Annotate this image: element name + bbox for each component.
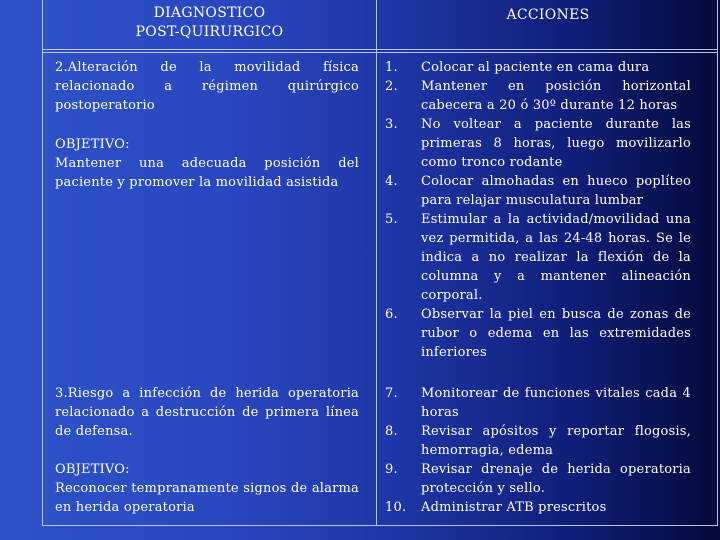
- action-item-1: 1. Colocar al paciente en cama dura: [385, 60, 650, 75]
- action-item-8: 8. Revisar apósitos y reportar flogosis, hemorragia, edema: [385, 424, 691, 458]
- column-divider: [376, 0, 377, 525]
- diagnosis-3: 3.Riesgo a infección de herida operatoria relacionado a destrucción de primera línea de defensa.: [55, 386, 359, 439]
- actions-list-1: [385, 58, 691, 362]
- header-divider-double: [43, 52, 717, 53]
- action-item-6: 6. Observar la piel en busca de zonas de rubor o edema en las extremidades inferiores: [385, 307, 691, 360]
- objective-3: OBJETIVO: Reconocer tempranamente signos de alarma en herida operatoria: [55, 462, 359, 515]
- action-item-2: 2. Mantener en posición horizontal cabecera a 20 ó 30º durante 12 horas: [385, 79, 691, 113]
- action-item-9: 9. Revisar drenaje de herida operatoria protección y sello.: [385, 462, 691, 496]
- actions-list-2: [385, 384, 691, 517]
- action-item-5: 5. Estimular a la actividad/movilidad una vez permitida, a las 24-48 horas. Se le indica a no realizar la flexión de la columna y a mantener alineación corporal.: [385, 212, 691, 303]
- action-item-7: 7. Monitorear de funciones vitales cada 4 horas: [385, 386, 691, 420]
- header-diagnostico: DIAGNOSTICO POST-QUIRURGICO: [135, 5, 284, 40]
- care-plan-table: [42, 0, 718, 526]
- diagnosis-2: 2.Alteración de la movilidad física relacionado a régimen quirúrgico postoperatorio: [55, 60, 359, 113]
- action-item-4: 4. Colocar almohadas en hueco poplíteo para relajar musculatura lumbar: [385, 174, 691, 208]
- header-divider: [43, 49, 717, 50]
- action-item-10: 10. Administrar ATB prescritos: [385, 500, 607, 515]
- objective-2: OBJETIVO: Mantener una adecuada posición del paciente y promover la movilidad asistida: [55, 137, 359, 190]
- action-item-3: 3. No voltear a paciente durante las primeras 8 horas, luego movilizarlo como tronco rodante: [385, 117, 691, 170]
- header-acciones: ACCIONES: [506, 7, 590, 23]
